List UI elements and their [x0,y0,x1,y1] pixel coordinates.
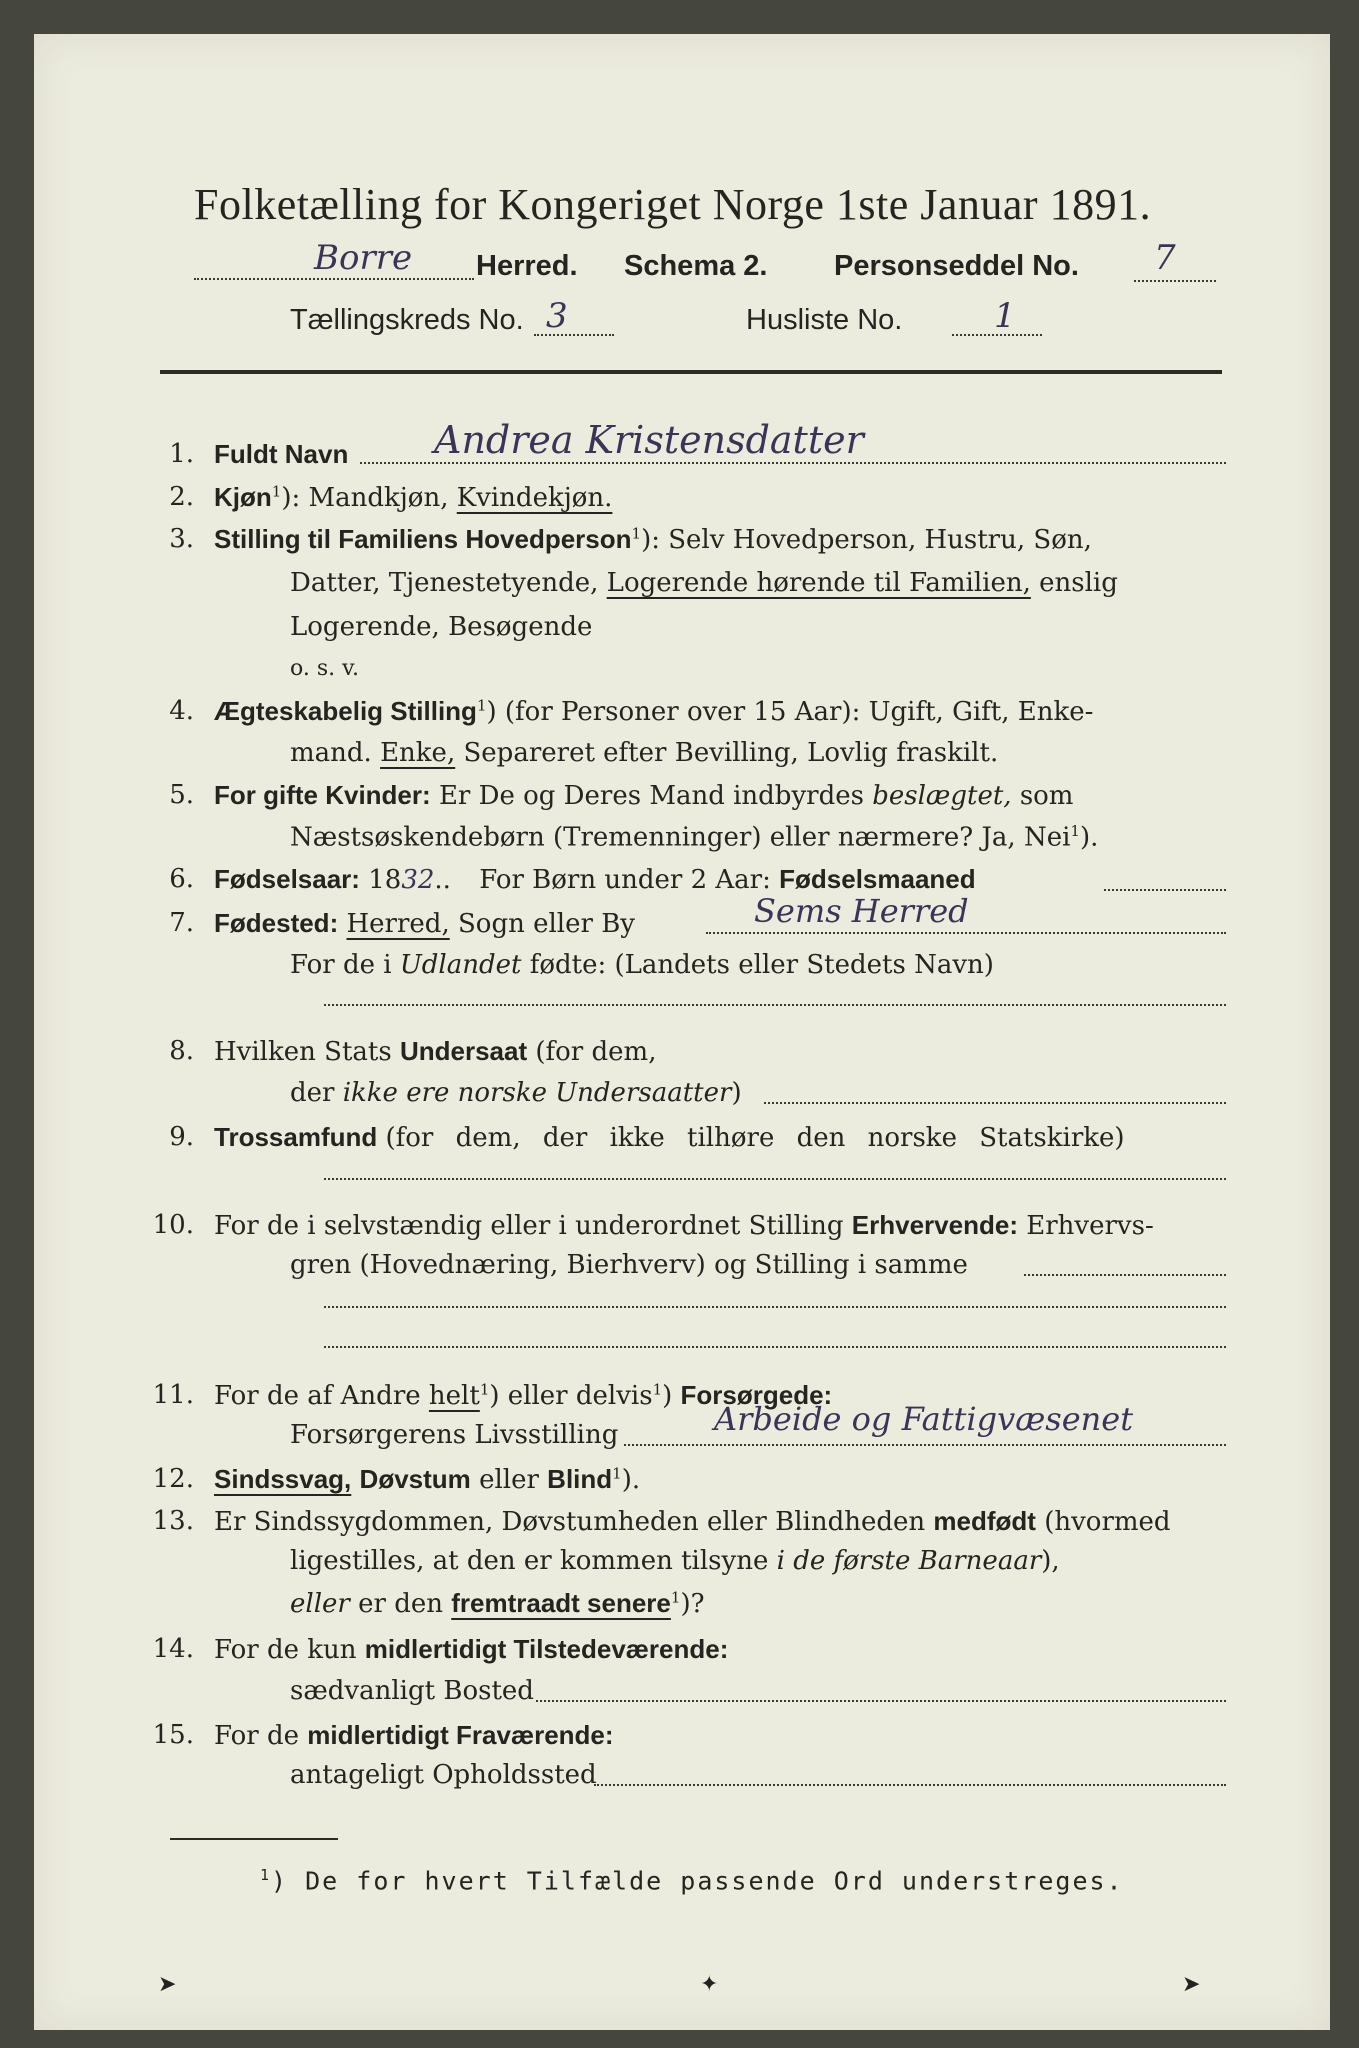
item-4-number: 4. [169,696,194,726]
kvindekjon-underlined: Kvindekjøn. [456,483,613,513]
form-title: Folketælling for Kongeriget Norge 1ste Januar 1891. [194,180,1152,229]
item-1-value: Andrea Kristensdatter [434,418,864,462]
item-14-number: 14. [152,1634,194,1664]
taellingskreds-value: 3 [546,296,568,336]
item-13-line1: Er Sindssygdommen, Døvstumheden eller Blindheden medfødt (hvormed [214,1506,1171,1537]
item-7-number: 7. [169,908,194,938]
footnote: $^1$) De for hvert Tilfælde passende Ord understreges. [260,1866,1124,1896]
item-11-number: 11. [152,1380,194,1410]
item-3-line2: Datter, Tjenestetyende, Logerende hørende til Familien, enslig [290,568,1118,598]
schema-label: Schema 2. [624,250,768,282]
binding-mark-right: ➤ [1182,1972,1201,1997]
item-2-number: 2. [169,482,194,512]
item-15-line2: antageligt Opholdssted [290,1760,597,1790]
binding-mark-center: ✦ [700,1972,719,1997]
item-11-line2: Forsørgerens Livsstilling [290,1420,619,1450]
herred-value: Borre [314,238,413,278]
item-8-line1: Hvilken Stats Undersaat (for dem, [214,1036,657,1067]
item-5-line2: Næstsøskendebørn (Tremenninger) eller nærmere? Ja, Nei$^1$). [290,822,1099,853]
census-form-sheet [34,34,1330,2030]
item-8-line2: der ikke ere norske Undersaatter) [290,1078,742,1108]
item-13-line3: eller er den fremtraadt senere$^1$)? [290,1588,705,1619]
item-3-line4: o. s. v. [290,656,359,681]
item-3-line3: Logerende, Besøgende [290,612,593,642]
item-2-line: Kjøn$^1$): Mandkjøn, Kvindekjøn. [214,482,613,513]
item-7-line2: For de i Udlandet fødte: (Landets eller Stedets Navn) [290,950,994,980]
item-15-line1: For de midlertidigt Fraværende: [214,1720,614,1751]
item-3-number: 3. [169,524,194,554]
item-6-line: Fødselsaar: 1832.. For Børn under 2 Aar: Fødselsmaaned [214,864,976,895]
herred-label: Herred. [476,250,578,282]
provider-occupation-value: Arbeide og Fattigvæsenet [714,1400,1134,1438]
item-12-line: Sindssvag, Døvstum eller Blind$^1$). [214,1464,641,1495]
item-9-number: 9. [169,1122,194,1152]
item-14-line1: For de kun midlertidigt Tilstedeværende: [214,1634,729,1665]
item-13-line2: ligestilles, at den er kommen tilsyne i de første Barneaar), [290,1546,1060,1576]
item-4-line2: mand. Enke, Separeret efter Bevilling, Lovlig fraskilt. [290,738,999,768]
item-12-number: 12. [152,1464,194,1494]
item-1-number: 1. [169,439,194,469]
item-1-label: Fuldt Navn [214,439,349,469]
item-5-line1: For gifte Kvinder: Er De og Deres Mand indbyrdes beslægtet, som [214,780,1074,811]
item-10-line2: gren (Hovednæring, Bierhverv) og Stilling i samme [290,1250,968,1280]
husliste-value: 1 [994,296,1016,336]
item-4-line1: Ægteskabelig Stilling$^1$) (for Personer over 15 Aar): Ugift, Gift, Enke- [214,696,1094,727]
birth-year-value: 32 [401,865,435,895]
item-13-number: 13. [152,1506,194,1536]
herred-row [194,238,894,286]
header-divider [160,370,1222,374]
personseddel-value: 7 [1154,238,1176,278]
item-15-number: 15. [152,1720,194,1750]
item-7-line1: Fødested: Herred, Sogn eller By [214,908,635,939]
item-3-line1: Stilling til Familiens Hovedperson$^1$): Selv Hovedperson, Hustru, Søn, [214,524,1092,555]
item-9-line: Trossamfund (for dem, der ikke tilhøre den norske Statskirke) [214,1122,1125,1153]
item-11-line1: For de af Andre helt$^1$) eller delvis$^1$) Forsørgede: [214,1380,833,1411]
item-5-number: 5. [169,780,194,810]
footnote-rule [170,1838,338,1840]
binding-mark-left: ➤ [158,1972,177,1997]
husliste-label: Husliste No. [746,304,903,336]
item-8-number: 8. [169,1036,194,1066]
item-10-line1: For de i selvstændig eller i underordnet Stilling Erhvervende: Erhvervs- [214,1210,1154,1241]
birthplace-value: Sems Herred [754,892,969,930]
taellingskreds-label: Tællingskreds No. [290,304,524,336]
item-6-number: 6. [169,864,194,894]
item-10-number: 10. [152,1210,194,1240]
item-14-line2: sædvanligt Bosted [290,1676,534,1706]
personseddel-label: Personseddel No. [834,250,1079,282]
